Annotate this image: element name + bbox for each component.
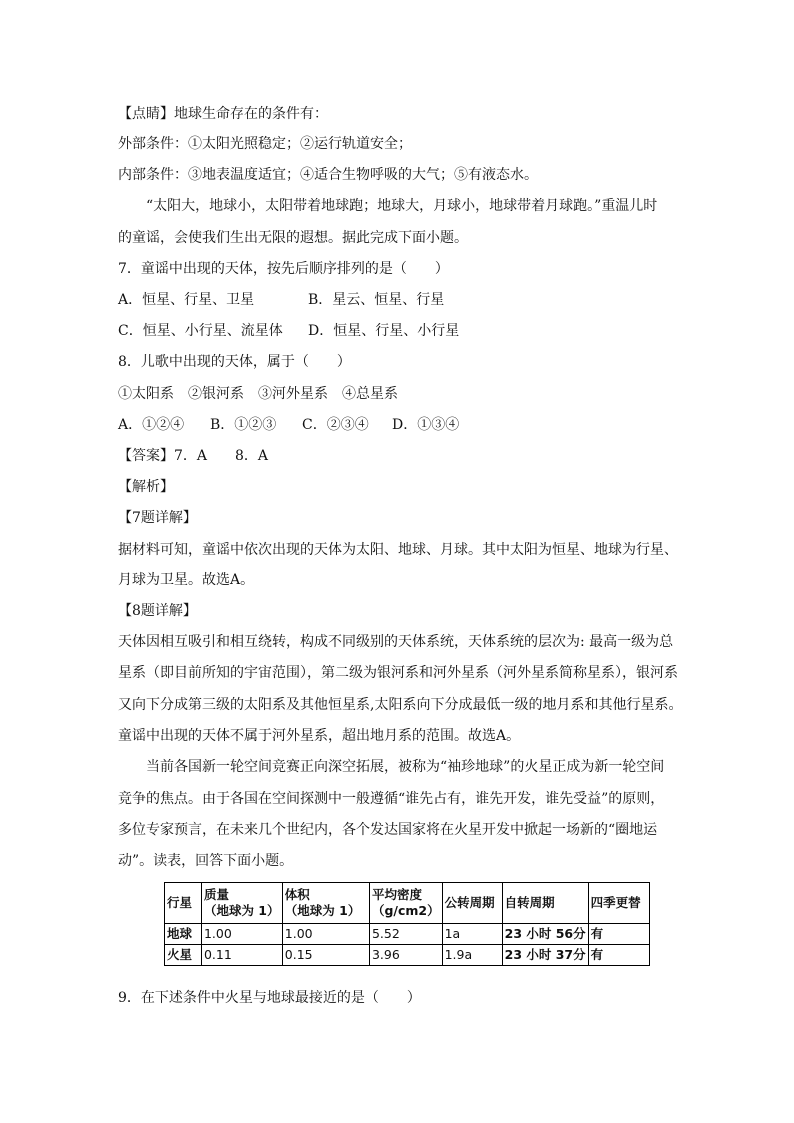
mars-passage-line3: 多位专家预言，在未来几个世纪内，各个发达国家将在火星开发中掀起一场新的“圈地运 [118,822,658,838]
answer-line: 【答案】7．A 8．A [118,448,269,464]
detail-8-line1: 天体因相互吸引和相互绕转，构成不同级别的天体系统，天体系统的层次为: 最高一级为总 [118,634,674,650]
mars-passage-line1: 当前各国新一轮空间竞赛正向深空拓展，被称为“袖珍地球”的火星正成为新一轮空间 [146,759,665,775]
table-cell: 1.00 [201,924,282,945]
table-cell: 1a [442,924,502,945]
mars-passage-line4: 动”。读表，回答下面小题。 [118,853,294,869]
table-cell: 有 [588,924,649,945]
table-header-row [165,883,650,924]
q7-option-b: B．星云、恒星、行星 [308,292,445,308]
table-cell: 1.9a [442,945,502,966]
question-7: 7．童谣中出现的天体，按先后顺序排列的是（ ） [118,261,449,277]
q8-option-b: B．①②③ [210,417,277,433]
header-cell: 公转周期 [442,883,502,924]
detail-7-line1: 据材料可知，童谣中依次出现的天体为太阳、地球、月球。其中太阳为恒星、地球为行星、 [118,542,678,558]
detail-7-line2: 月球为卫星。故选A。 [118,572,255,588]
analysis-heading: 【解析】 [118,479,174,495]
mars-passage-line2: 竞争的焦点。由于各国在空间探测中一般遵循“谁先占有，谁先开发，谁先受益”的原则， [118,791,665,807]
header-cell: 体积 （地球为 1） [282,883,369,924]
header-cell: 自转周期 [502,883,588,924]
detail-8-line2: 星系（即目前所知的宇宙范围），第二级为银河系和河外星系（河外星系简称星系），银河系 [118,665,678,681]
table-cell: 1.00 [282,924,369,945]
q8-items: ①太阳系 ②银河系 ③河外星系 ④总星系 [118,386,398,402]
table-cell: 23 小时 56分 [502,924,588,945]
table-cell: 3.96 [369,945,442,966]
external-conditions: 外部条件：①太阳光照稳定；②运行轨道安全； [118,136,412,152]
header-cell: 行星 [165,883,202,924]
question-9: 9．在下述条件中火星与地球最接近的是（ ） [118,990,421,1006]
detail-8-heading: 【8题详解】 [118,603,197,619]
table-cell: 地球 [165,924,202,945]
table-cell: 火星 [165,945,202,966]
q8-option-d: D．①③④ [392,417,460,433]
internal-conditions: 内部条件：③地表温度适宜；④适合生物呼吸的大气；⑤有液态水。 [118,167,538,183]
tip-heading: 【点睛】地球生命存在的条件有： [118,106,328,122]
detail-7-heading: 【7题详解】 [118,510,197,526]
detail-8-line4: 童谣中出现的天体不属于河外星系，超出地月系的范围。故选A。 [118,728,521,744]
q8-option-c: C．②③④ [302,417,369,433]
header-cell: 质量 （地球为 1） [201,883,282,924]
table-cell: 5.52 [369,924,442,945]
rhyme-intro-line2: 的童谣，会使我们生出无限的遐想。据此完成下面小题。 [118,230,468,246]
q7-option-d: D．恒星、行星、小行星 [308,323,460,339]
table-cell: 23 小时 37分 [502,945,588,966]
detail-8-line3: 又向下分成第三级的太阳系及其他恒星系,太阳系向下分成最低一级的地月系和其他行星系。 [118,697,683,713]
q8-option-a: A．①②④ [118,417,185,433]
q7-option-c: C．恒星、小行星、流星体 [118,323,283,339]
header-cell: 四季更替 [588,883,649,924]
table-cell: 有 [588,945,649,966]
question-8: 8．儿歌中出现的天体，属于（ ） [118,354,351,370]
table-cell: 0.11 [201,945,282,966]
table-row [165,924,650,945]
rhyme-intro-line1: “太阳大，地球小，太阳带着地球跑；地球大，月球小，地球带着月球跑。”重温儿时 [146,198,658,214]
table-cell: 0.15 [282,945,369,966]
q7-option-a: A．恒星、行星、卫星 [118,292,255,308]
table-row [165,945,650,966]
planet-comparison-table [164,882,650,966]
header-cell: 平均密度 （g/cm2） [369,883,442,924]
